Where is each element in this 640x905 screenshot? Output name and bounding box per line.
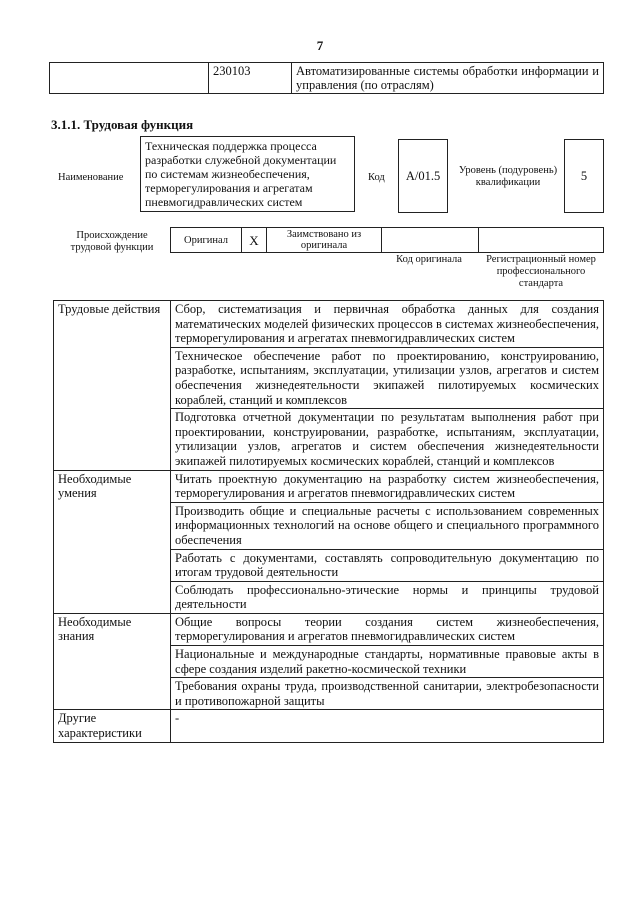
description-cell: Требования охраны труда, производственной санитарии, электробезопасности и противопожарной защиты — [171, 678, 604, 710]
borrowed-label: Заимствовано из оригинала — [267, 228, 382, 253]
code-value-text: A/01.5 — [405, 168, 441, 183]
origin-table — [170, 227, 604, 253]
code-original-cell — [382, 228, 479, 253]
table-row — [171, 228, 604, 253]
code-value — [398, 139, 448, 213]
level-value — [564, 139, 604, 213]
top-table — [49, 62, 604, 94]
top-cell-title: Автоматизированные системы обработки информации и управления (по отраслям) — [292, 63, 604, 94]
original-mark: X — [242, 228, 267, 253]
main-table — [53, 300, 604, 743]
top-cell-code: 230103 — [209, 63, 292, 94]
description-cell: Национальные и международные стандарты, нормативные правовые акты в сфере создания изделий ракетно-космической техники — [171, 646, 604, 678]
top-cell-empty — [50, 63, 209, 94]
page-number: 7 — [316, 38, 324, 53]
category-cell: Необходимые умения — [54, 470, 171, 613]
category-cell: Необходимые знания — [54, 613, 171, 710]
category-cell: Трудовые действия — [54, 301, 171, 471]
code-label: Код — [368, 172, 385, 183]
section-title: 3.1.1. Трудовая функция — [51, 117, 194, 132]
description-cell: Работать с документами, составлять сопроводительную документацию по итогам трудовой деятельности — [171, 549, 604, 581]
table-row — [54, 301, 604, 348]
origin-label: Происхождение трудовой функции — [70, 230, 154, 253]
original-label: Оригинал — [171, 228, 242, 253]
name-value: Техническая поддержка процесса разработки служебной документации по системам жизнеобеспечения, терморегулирования и агрегатам пневмогидравлических систем — [140, 136, 355, 212]
code-original-label: Код оригинала — [396, 254, 462, 265]
description-cell: Техническое обеспечение работ по проектированию, конструированию, разработке, испытаниям, эксплуатации, утилизации узлов, агрегатов и систем обеспечения жизнедеятельности экипажей пилотируемых космических кораблей, станций и комплексов — [171, 347, 604, 408]
table-row — [54, 613, 604, 645]
description-cell: Сбор, систематизация и первичная обработка данных для создания математических моделей физических процессов в системах жизнеобеспечения, терморегулирования и агрегатах пневмогидравлических систем — [171, 301, 604, 348]
description-cell: Общие вопросы теории создания систем жизнеобеспечения, терморегулирования и агрегатов пневмогидравлических систем — [171, 613, 604, 645]
level-value-text: 5 — [580, 168, 588, 183]
table-row — [50, 63, 604, 94]
description-cell: - — [171, 710, 604, 742]
name-label: Наименование — [58, 172, 124, 183]
description-cell: Подготовка отчетной документации по результатам выполнения работ при проектировании, конструировании, разработке, испытаниям, эксплуатации, утилизации узлов, агрегатов и систем обеспечения жизнедеятельности экипажей пилотируемых космических кораблей, станций и комплексов — [171, 409, 604, 470]
category-cell: Другие характеристики — [54, 710, 171, 742]
description-cell: Производить общие и специальные расчеты с использованием современных информационных технологий на основе общего и специального программного обеспечения — [171, 502, 604, 549]
table-row — [54, 710, 604, 742]
description-cell: Читать проектную документацию на разработку систем жизнеобеспечения, терморегулирования и агрегатов пневмогидравлических систем — [171, 470, 604, 502]
reg-number-label: Регистрационный номер профессионального стандарта — [486, 254, 596, 289]
description-cell: Соблюдать профессионально-этические нормы и принципы трудовой деятельности — [171, 581, 604, 613]
table-row — [54, 470, 604, 502]
level-label: Уровень (подуровень) квалификации — [458, 165, 558, 188]
reg-number-cell — [479, 228, 604, 253]
